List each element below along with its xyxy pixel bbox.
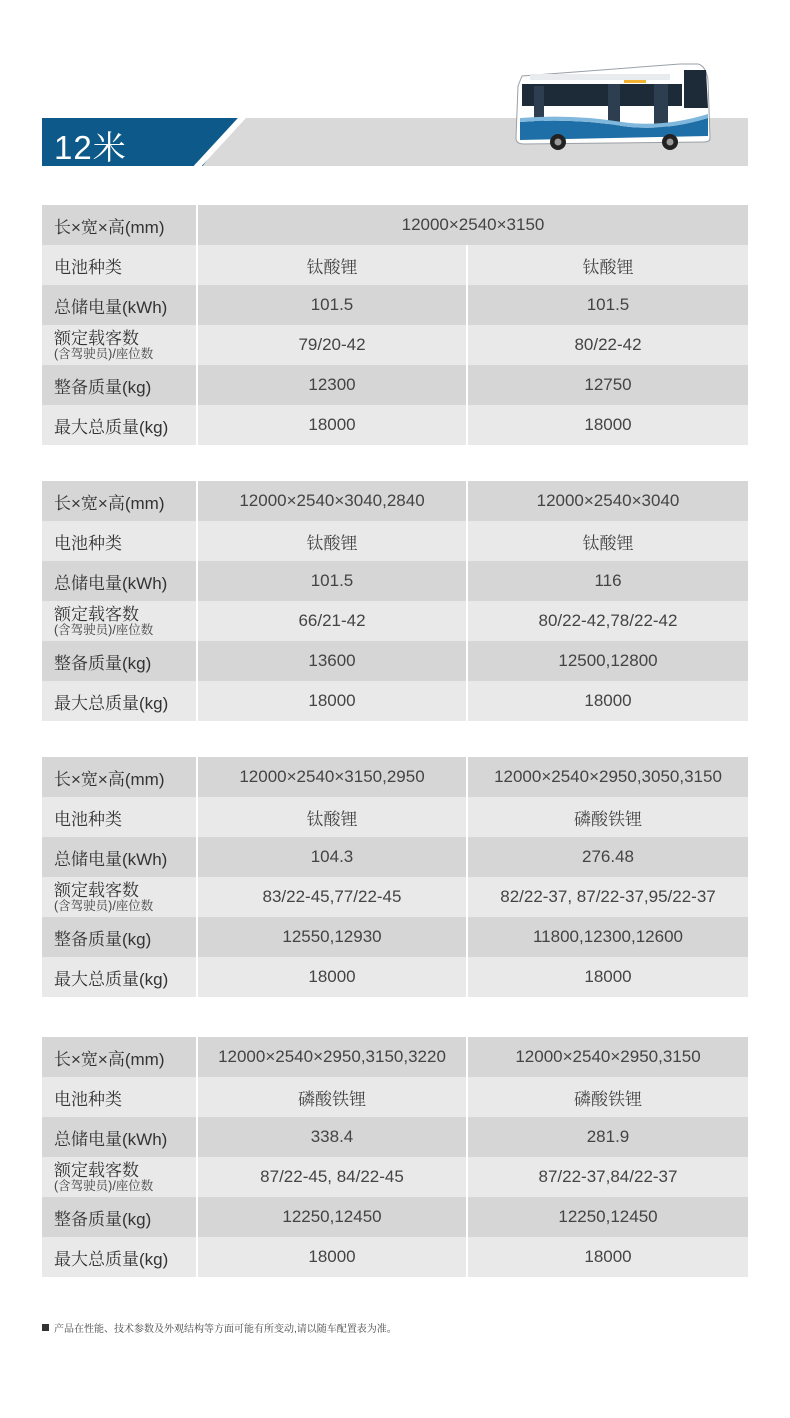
cell-value: 87/22-37,84/22-37	[466, 1157, 748, 1197]
cell-value: 87/22-45, 84/22-45	[196, 1157, 466, 1197]
row-label: 长×宽×高(mm)	[54, 1049, 165, 1069]
cell-value: 116	[466, 561, 748, 601]
row-label: 整备质量(kg)	[54, 377, 152, 397]
cell-value: 18000	[196, 681, 466, 721]
row-label: 总储电量(kWh)	[54, 297, 168, 317]
cell-value: 12000×2540×2950,3150,3220	[196, 1037, 466, 1077]
row-label: 最大总质量(kg)	[54, 1249, 169, 1269]
table-row	[42, 481, 748, 521]
cell-value: 钛酸锂	[196, 245, 466, 285]
table-row	[42, 1037, 748, 1077]
footer-note	[42, 1320, 397, 1335]
cell-value: 12250,12450	[466, 1197, 748, 1237]
cell-value: 13600	[196, 641, 466, 681]
table-row	[42, 285, 748, 325]
cell-value: 18000	[466, 1237, 748, 1277]
row-label-sub: (含驾驶员)/座位数	[54, 622, 154, 637]
cell-value: 18000	[466, 681, 748, 721]
section-title: 12米	[54, 129, 127, 166]
cell-value: 12000×2540×3150	[196, 205, 748, 245]
table-row	[42, 1077, 748, 1117]
table-row	[42, 757, 748, 797]
cell-value: 磷酸铁锂	[466, 1077, 748, 1117]
cell-value: 钛酸锂	[466, 521, 748, 561]
spec-table-3	[42, 757, 748, 997]
table-row	[42, 561, 748, 601]
cell-value: 钛酸锂	[466, 245, 748, 285]
bullet-square-icon	[42, 1324, 49, 1331]
row-label: 电池种类	[54, 1089, 122, 1109]
row-label: 总储电量(kWh)	[54, 849, 168, 869]
row-label: 电池种类	[54, 809, 122, 829]
row-label-main: 额定载客数	[54, 604, 139, 624]
table-row	[42, 837, 748, 877]
cell-value: 281.9	[466, 1117, 748, 1157]
table-row	[42, 641, 748, 681]
table-row	[42, 797, 748, 837]
row-label: 最大总质量(kg)	[54, 417, 169, 437]
cell-value: 12000×2540×3150,2950	[196, 757, 466, 797]
table-row	[42, 521, 748, 561]
cell-value: 磷酸铁锂	[196, 1077, 466, 1117]
cell-value: 82/22-37, 87/22-37,95/22-37	[466, 877, 748, 917]
cell-value: 338.4	[196, 1117, 466, 1157]
row-label-sub: (含驾驶员)/座位数	[54, 898, 154, 913]
table-row	[42, 1197, 748, 1237]
table-row	[42, 917, 748, 957]
row-label: 长×宽×高(mm)	[54, 217, 165, 237]
row-label: 整备质量(kg)	[54, 929, 152, 949]
table-row	[42, 405, 748, 445]
cell-value: 80/22-42,78/22-42	[466, 601, 748, 641]
cell-value: 12500,12800	[466, 641, 748, 681]
table-row	[42, 877, 748, 917]
row-label: 电池种类	[54, 533, 122, 553]
row-label-main: 额定载客数	[54, 328, 139, 348]
row-label	[42, 877, 196, 917]
row-label-sub: (含驾驶员)/座位数	[54, 346, 154, 361]
cell-value: 80/22-42	[466, 325, 748, 365]
cell-value: 79/20-42	[196, 325, 466, 365]
cell-value: 104.3	[196, 837, 466, 877]
row-label	[42, 1157, 196, 1197]
row-label: 长×宽×高(mm)	[54, 769, 165, 789]
cell-value: 12000×2540×3040	[466, 481, 748, 521]
cell-value: 18000	[196, 957, 466, 997]
cell-value: 12000×2540×3040,2840	[196, 481, 466, 521]
table-row	[42, 1237, 748, 1277]
row-label: 总储电量(kWh)	[54, 1129, 168, 1149]
row-label: 最大总质量(kg)	[54, 693, 169, 713]
cell-value: 磷酸铁锂	[466, 797, 748, 837]
table-row	[42, 245, 748, 285]
cell-value: 83/22-45,77/22-45	[196, 877, 466, 917]
cell-value: 12000×2540×2950,3050,3150	[466, 757, 748, 797]
table-row	[42, 1157, 748, 1197]
table-row	[42, 365, 748, 405]
cell-value: 18000	[466, 957, 748, 997]
cell-value: 101.5	[466, 285, 748, 325]
row-label	[42, 325, 196, 365]
row-label: 最大总质量(kg)	[54, 969, 169, 989]
row-label: 长×宽×高(mm)	[54, 493, 165, 513]
cell-value: 钛酸锂	[196, 521, 466, 561]
bus-illustration	[512, 56, 712, 152]
spec-table-4	[42, 1037, 748, 1277]
cell-value: 12250,12450	[196, 1197, 466, 1237]
cell-value: 11800,12300,12600	[466, 917, 748, 957]
row-label: 总储电量(kWh)	[54, 573, 168, 593]
row-label-main: 额定载客数	[54, 1160, 139, 1180]
row-label-main: 额定载客数	[54, 880, 139, 900]
table-row	[42, 957, 748, 997]
table-row	[42, 325, 748, 365]
row-label: 整备质量(kg)	[54, 653, 152, 673]
cell-value: 12300	[196, 365, 466, 405]
cell-value: 钛酸锂	[196, 797, 466, 837]
row-label: 整备质量(kg)	[54, 1209, 152, 1229]
table-row	[42, 601, 748, 641]
row-label: 电池种类	[54, 257, 122, 277]
cell-value: 12000×2540×2950,3150	[466, 1037, 748, 1077]
cell-value: 18000	[466, 405, 748, 445]
row-label-sub: (含驾驶员)/座位数	[54, 1178, 154, 1193]
cell-value: 18000	[196, 405, 466, 445]
cell-value: 276.48	[466, 837, 748, 877]
table-row	[42, 205, 748, 245]
table-row	[42, 681, 748, 721]
spec-table-2	[42, 481, 748, 721]
cell-value: 12550,12930	[196, 917, 466, 957]
cell-value: 12750	[466, 365, 748, 405]
footer-text: 产品在性能、技术参数及外观结构等方面可能有所变动,请以随车配置表为准。	[54, 1324, 397, 1335]
table-row	[42, 1117, 748, 1157]
row-label	[42, 601, 196, 641]
spec-table-1	[42, 205, 748, 445]
cell-value: 101.5	[196, 561, 466, 601]
cell-value: 18000	[196, 1237, 466, 1277]
cell-value: 101.5	[196, 285, 466, 325]
cell-value: 66/21-42	[196, 601, 466, 641]
